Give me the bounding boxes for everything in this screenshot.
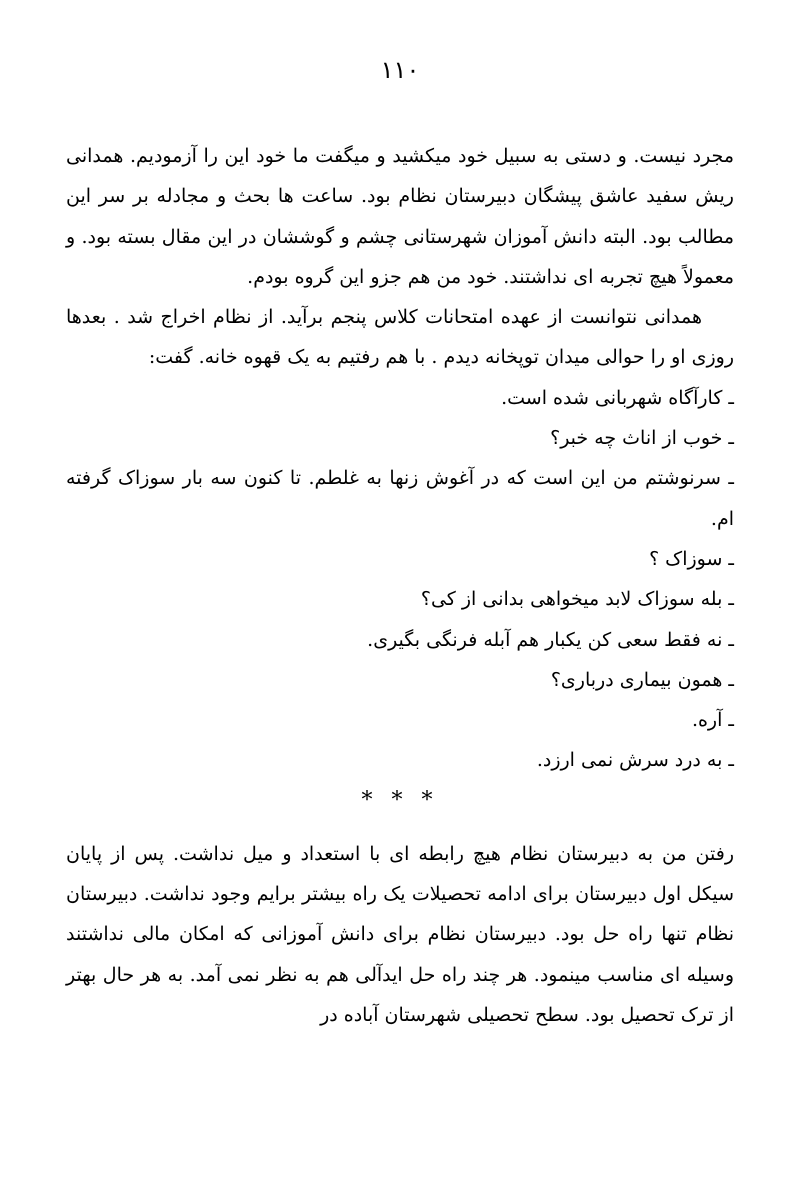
dialogue-line: ـ سرنوشتم من این است که در آغوش زنها به غلطم. تا کنون سه بار سوزاک گرفته ام. (66, 467, 734, 530)
paragraph: رفتن من به دبیرستان نظام هیچ رابطه ای با استعداد و میل نداشت. پس از پایان سیکل اول دبیرستان برای ادامه تحصیلات یک راه بیشتر برایم وجود نداشت. دبیرستان نظام تنها راه حل بود. دبیرستان نظام برای دانش آموزانی که امکان مالی نداشتند وسیله ای مناسب مینمود. هر چند راه حل ایدآلی هم به نظر نمی آمد. به هر حال بهتر از ترک تحصیل بود. سطح تحصیلی شهرستان آباده در (66, 842, 734, 1026)
page-number: ۱۱۰ (380, 56, 420, 84)
paragraph: همدانی نتوانست از عهده امتحانات کلاس پنجم برآید. از نظام اخراج شد . بعدها روزی او را حوالی میدان توپخانه دیدم . با هم رفتیم به یک قهوه خانه. گفت: (66, 306, 734, 369)
dialogue-line: ـ آره. (691, 709, 734, 732)
dialogue-line: ـ بله سوزاک لابد میخواهی بدانی از کی؟ (420, 588, 734, 611)
dialogue-line: ـ همون بیماری درباری؟ (550, 668, 734, 691)
dialogue-line: ـ خوب از اناث چه خبر؟ (550, 427, 734, 450)
dialogue-line: ـ نه فقط سعی کن یکبار هم آبله فرنگی بگیری. (367, 628, 734, 651)
paragraph: مجرد نیست. و دستی به سبیل خود میکشید و میگفت ما خود این را آزمودیم. همدانی ریش سفید عاشق پیشگان دبیرستان نظام بود. ساعت ها بحث و مجادله بر سر این مطالب بود. البته دانش آموزان شهرستانی چشم و گوششان در این مقال بسته بود. و معمولاً هیچ تجربه ای نداشتند. خود من هم جزو این گروه بودم. (66, 145, 734, 288)
page-content (66, 136, 734, 1035)
section-separator: * * * (361, 787, 439, 813)
dialogue-line: ـ کارآگاه شهربانی شده است. (501, 386, 734, 409)
dialogue-line: ـ به درد سرش نمی ارزد. (536, 749, 734, 772)
dialogue-block (66, 378, 734, 781)
dialogue-line: ـ سوزاک ؟ (649, 547, 734, 570)
